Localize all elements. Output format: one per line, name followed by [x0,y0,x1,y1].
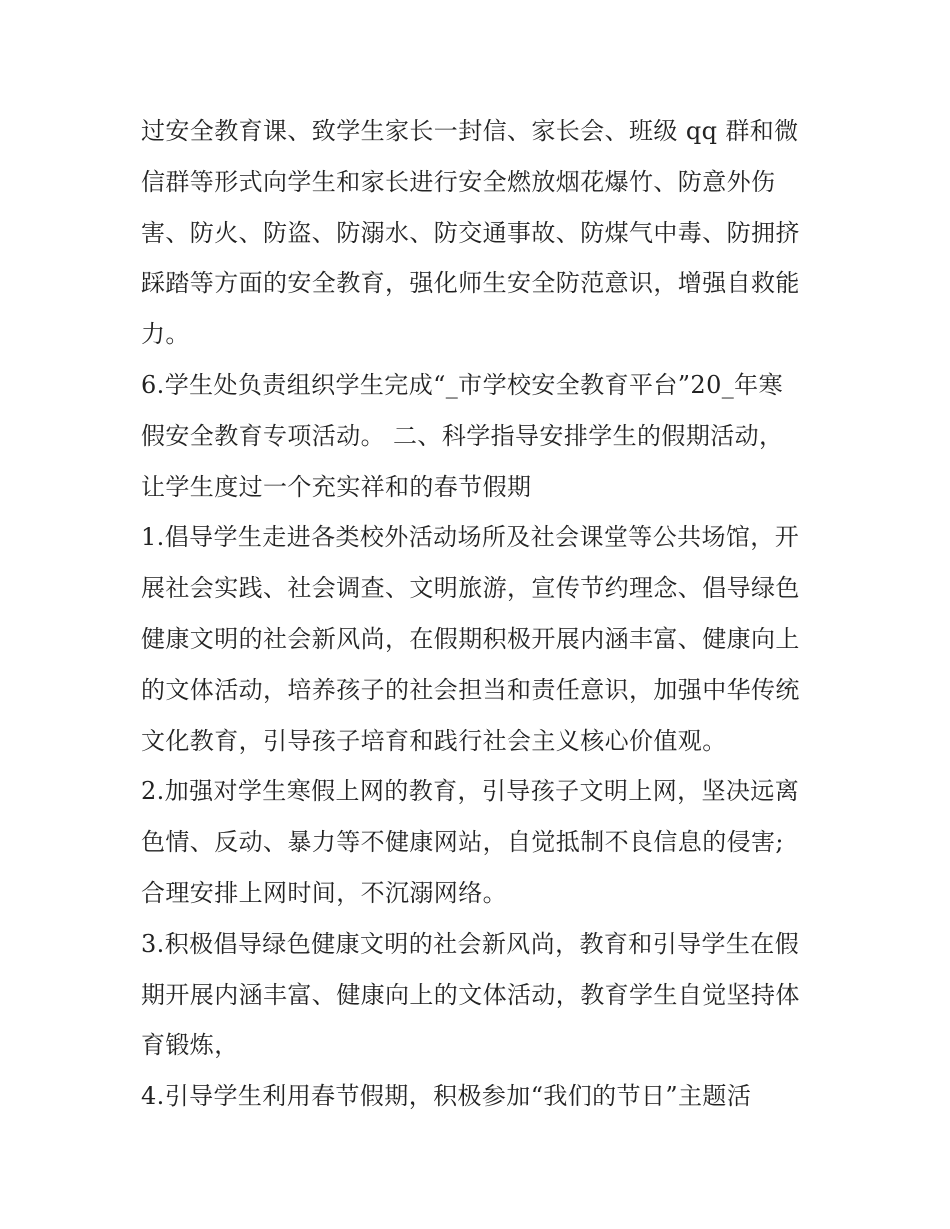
text-line: 的文体活动，培养孩子的社会担当和责任意识，加强中华传统 [141,675,800,704]
text-line: 育锻炼， [141,1031,239,1060]
text-line: 踩踏等方面的安全教育，强化师生安全防范意识，增强自救能 [141,269,800,298]
text-line: 展社会实践、社会调查、文明旅游，宣传节约理念、倡导绿色 [141,574,800,603]
item-4-line: 4.引导学生利用春节假期，积极参加“我们的节日”主题活 [141,1082,752,1111]
text-line: 过安全教育课、致学生家长一封信、家长会、班级 qq 群和微 [141,117,799,145]
item-1-line: 1.倡导学生走进各类校外活动场所及社会课堂等公共场馆，开 [141,523,800,552]
item-2-line: 2.加强对学生寒假上网的教育，引导孩子文明上网，坚决远离 [141,777,800,806]
text-line: 健康文明的社会新风尚，在假期积极开展内涵丰富、健康向上 [141,624,800,653]
text-line: 文化教育，引导孩子培育和践行社会主义核心价值观。 [141,726,727,755]
text-line: 期开展内涵丰富、健康向上的文体活动，教育学生自觉坚持体 [141,980,800,1009]
item-3-line: 3.积极倡导绿色健康文明的社会新风尚，教育和引导学生在假 [141,929,800,958]
document-body [141,106,821,1122]
text-line: 色情、反动、暴力等不健康网站，自觉抵制不良信息的侵害; [141,828,784,857]
text-line: 合理安排上网时间，不沉溺网络。 [141,878,507,907]
text-line: 信群等形式向学生和家长进行安全燃放烟花爆竹、防意外伤 [141,167,776,196]
text-line: 假安全教育专项活动。 二、科学指导安排学生的假期活动， [141,421,784,450]
item-6-line: 6.学生处负责组织学生完成“_市学校安全教育平台”20_年寒 [141,370,783,399]
text-line: 害、防火、防盗、防溺水、防交通事故、防煤气中毒、防拥挤 [141,218,800,247]
text-line: 力。 [141,320,190,349]
section-heading-line: 让学生度过一个充实祥和的春节假期 [141,472,532,501]
